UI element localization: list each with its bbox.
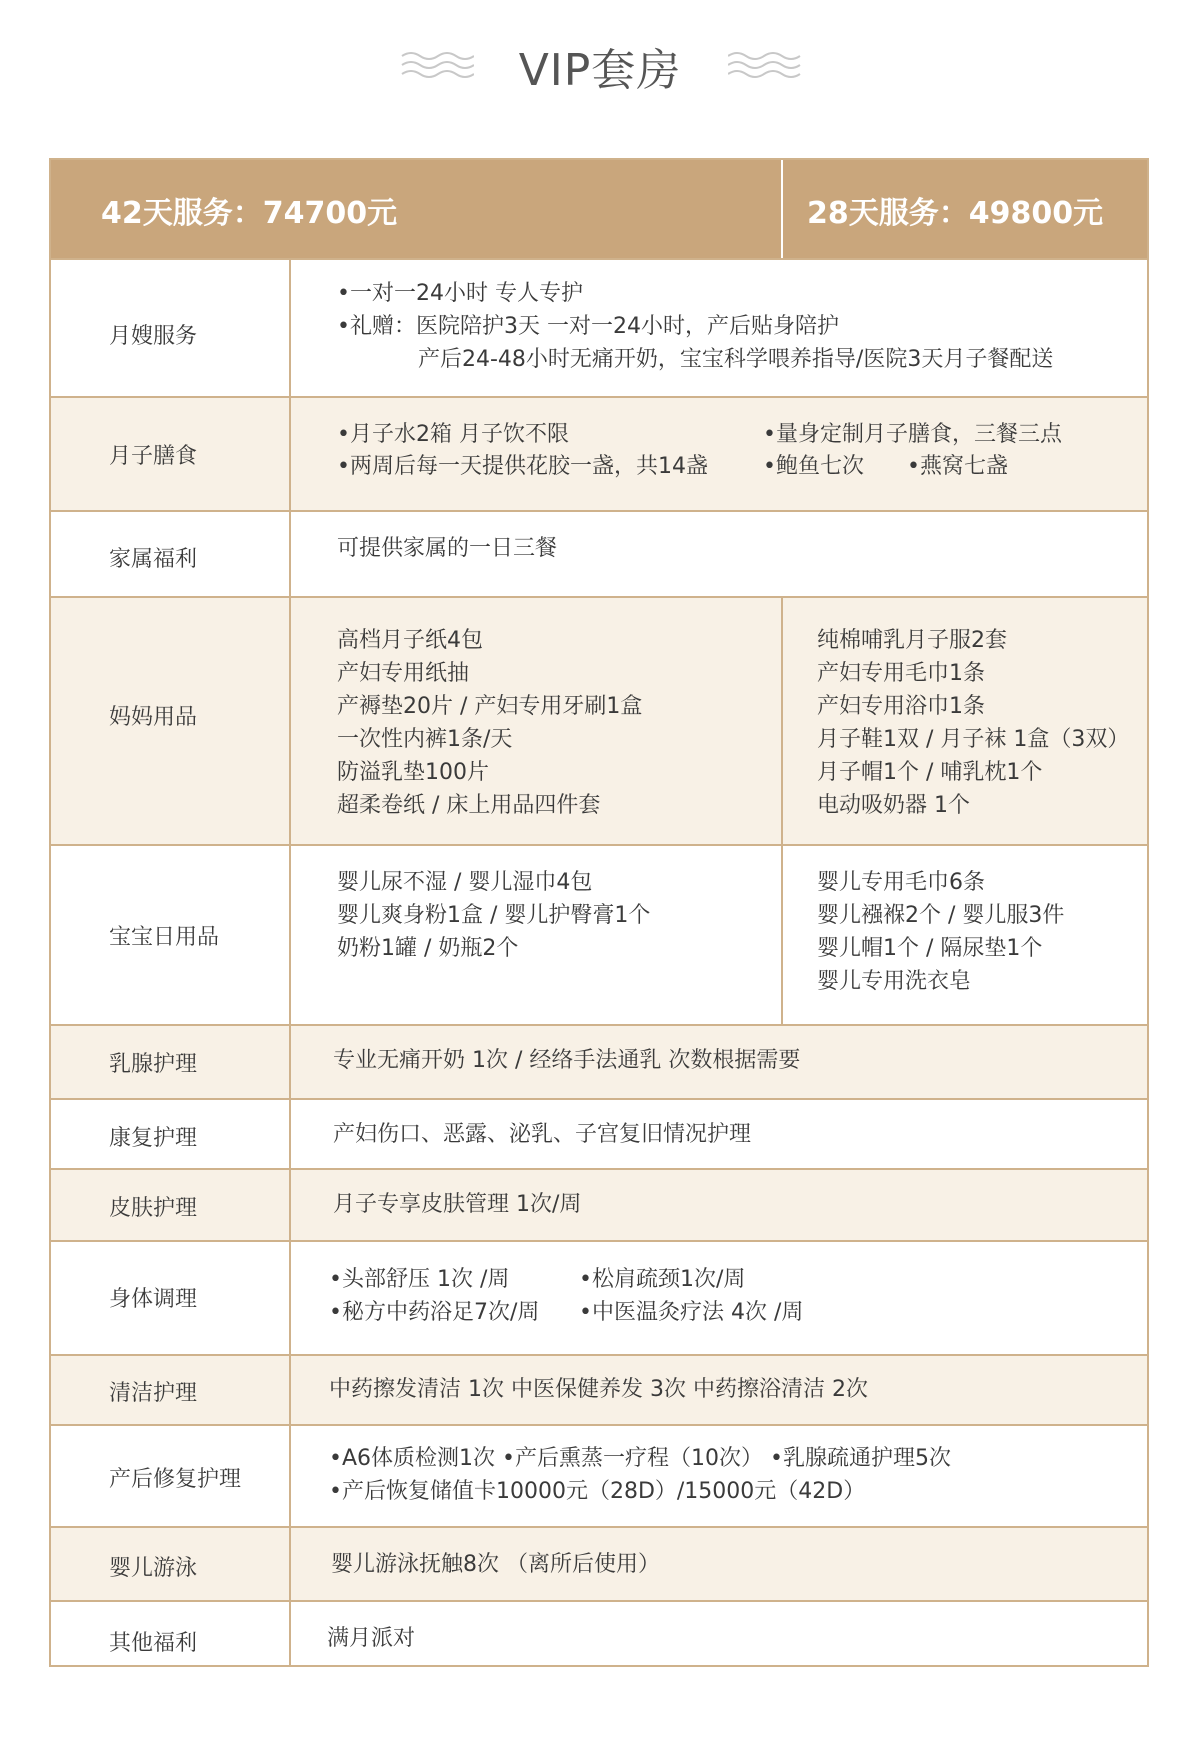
column-divider [289, 1170, 291, 1240]
header-divider [781, 160, 783, 258]
row-mama [51, 596, 1147, 844]
list-item: 产妇专用毛巾1条 [817, 661, 985, 686]
column-divider [289, 1100, 291, 1168]
list-item: 婴儿尿不湿 / 婴儿湿巾4包 [337, 870, 593, 895]
row-text: •月子水2箱 月子饮不限 [337, 422, 569, 447]
row-text: •中医温灸疗法 4次 /周 [579, 1300, 804, 1325]
price-header [51, 160, 1147, 258]
row-shenti [51, 1240, 1147, 1354]
row-text: •两周后每一天提供花胶一盏，共14盏 [337, 454, 708, 479]
package-table [49, 158, 1149, 1667]
row-text: •秘方中药浴足7次/周 [329, 1300, 540, 1325]
column-divider [781, 598, 783, 844]
row-qingjie [51, 1354, 1147, 1424]
row-label: 乳腺护理 [109, 1052, 198, 1077]
column-divider [289, 512, 291, 596]
row-ruxian [51, 1024, 1147, 1098]
row-text: •头部舒压 1次 /周 [329, 1267, 510, 1292]
list-item: 电动吸奶器 1个 [817, 793, 970, 818]
list-item: 产妇专用浴巾1条 [817, 694, 985, 719]
list-item: 防溢乳垫100片 [337, 760, 489, 785]
row-text: •一对一24小时 专人专护 [337, 281, 583, 306]
row-text: •松肩疏颈1次/周 [579, 1267, 746, 1292]
page-title: VIP套房 [518, 45, 682, 96]
row-text: 满月派对 [327, 1626, 416, 1651]
row-text: 专业无痛开奶 1次 / 经络手法通乳 次数根据需要 [333, 1048, 801, 1073]
list-item: 超柔卷纸 / 床上用品四件套 [337, 793, 601, 818]
column-divider [289, 1356, 291, 1424]
price-28-days: 28天服务：49800元 [807, 196, 1104, 231]
row-baobao [51, 844, 1147, 1024]
row-text: •量身定制月子膳食，三餐三点 [763, 422, 1062, 447]
row-text: •鲍鱼七次 [763, 454, 864, 479]
column-divider [289, 398, 291, 510]
row-jiashu [51, 510, 1147, 596]
row-text: •产后恢复储值卡10000元（28D）/15000元（42D） [329, 1479, 866, 1504]
row-shanshi [51, 396, 1147, 510]
column-divider [289, 598, 291, 844]
row-text: •A6体质检测1次 •产后熏蒸一疗程（10次） •乳腺疏通护理5次 [329, 1446, 951, 1471]
column-divider [289, 1602, 291, 1665]
row-label: 身体调理 [109, 1287, 198, 1312]
row-yuesao [51, 258, 1147, 396]
row-label: 妈妈用品 [109, 705, 198, 730]
list-item: 产褥垫20片 / 产妇专用牙刷1盒 [337, 694, 643, 719]
row-label: 其他福利 [109, 1631, 198, 1656]
column-divider [289, 1426, 291, 1526]
row-xiufu [51, 1424, 1147, 1526]
list-item: 月子帽1个 / 哺乳枕1个 [817, 760, 1043, 785]
row-label: 月嫂服务 [109, 324, 198, 349]
row-label: 宝宝日用品 [109, 925, 220, 950]
list-item: 奶粉1罐 / 奶瓶2个 [337, 936, 519, 961]
column-divider [289, 260, 291, 396]
row-text: 中药擦发清洁 1次 中医保健养发 3次 中药擦浴清洁 2次 [329, 1377, 868, 1402]
row-youyong [51, 1526, 1147, 1600]
row-text: 产妇伤口、恶露、泌乳、子宫复旧情况护理 [333, 1122, 752, 1147]
row-label: 家属福利 [109, 547, 198, 572]
page-header [0, 30, 1200, 100]
row-text: •礼赠：医院陪护3天 一对一24小时，产后贴身陪护 [337, 314, 839, 339]
row-label: 婴儿游泳 [109, 1556, 198, 1581]
list-item: 高档月子纸4包 [337, 628, 483, 653]
column-divider [289, 1026, 291, 1098]
list-item: 婴儿专用洗衣皂 [817, 969, 972, 994]
row-pifu [51, 1168, 1147, 1240]
row-text: 产后24-48小时无痛开奶，宝宝科学喂养指导/医院3天月子餐配送 [418, 347, 1054, 372]
list-item: 婴儿襁褓2个 / 婴儿服3件 [817, 903, 1065, 928]
list-item: 婴儿爽身粉1盒 / 婴儿护臀膏1个 [337, 903, 651, 928]
column-divider [289, 846, 291, 1024]
list-item: 婴儿专用毛巾6条 [817, 870, 985, 895]
list-item: 月子鞋1双 / 月子袜 1盒（3双） [817, 727, 1130, 752]
row-text: 月子专享皮肤管理 1次/周 [333, 1192, 582, 1217]
row-qita [51, 1600, 1147, 1665]
price-42-days: 42天服务：74700元 [101, 196, 398, 231]
row-text: 婴儿游泳抚触8次 （离所后使用） [331, 1552, 660, 1577]
row-label: 月子膳食 [109, 444, 198, 469]
column-divider [289, 1242, 291, 1354]
wave-decoration-icon [728, 48, 802, 82]
list-item: 一次性内裤1条/天 [337, 727, 513, 752]
row-kangfu [51, 1098, 1147, 1168]
row-label: 清洁护理 [109, 1381, 198, 1406]
row-text: 可提供家属的一日三餐 [337, 536, 558, 561]
column-divider [289, 1528, 291, 1600]
row-label: 皮肤护理 [109, 1196, 198, 1221]
row-label: 康复护理 [109, 1126, 198, 1151]
row-text: •燕窝七盏 [907, 454, 1008, 479]
list-item: 婴儿帽1个 / 隔尿垫1个 [817, 936, 1043, 961]
column-divider [781, 846, 783, 1024]
list-item: 纯棉哺乳月子服2套 [817, 628, 1007, 653]
row-label: 产后修复护理 [109, 1467, 242, 1492]
list-item: 产妇专用纸抽 [337, 661, 470, 686]
